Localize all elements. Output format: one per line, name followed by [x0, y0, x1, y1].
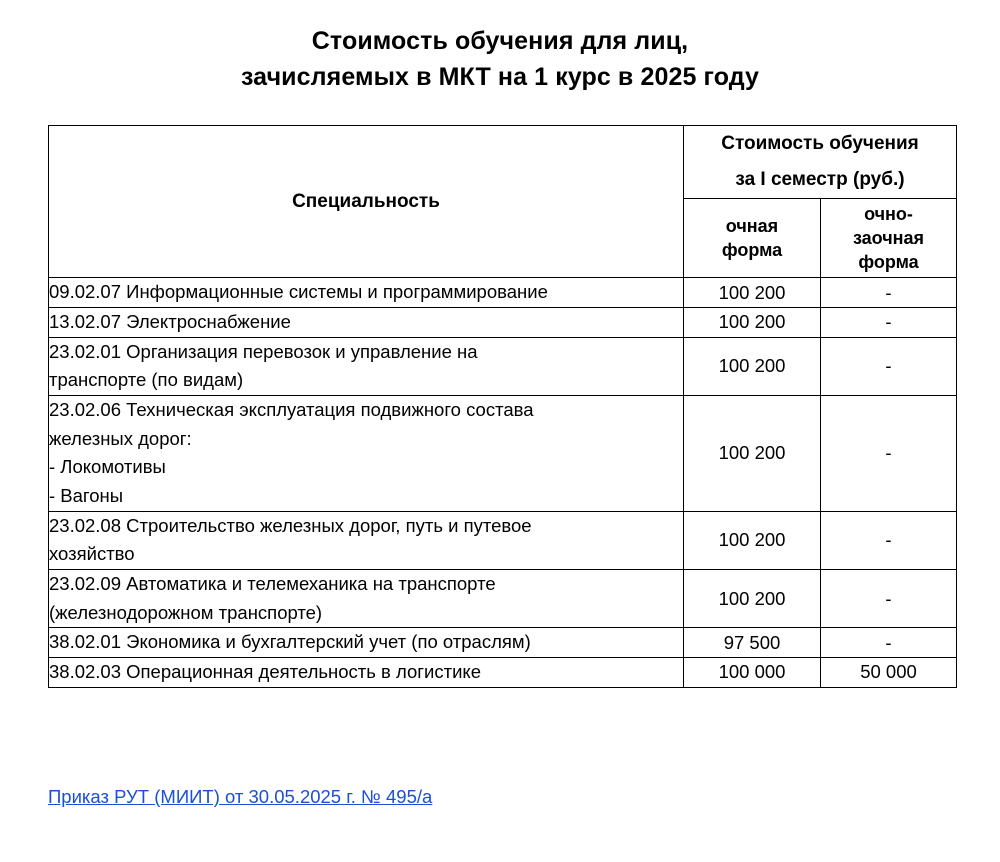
cell-part-time-cost: -	[821, 278, 957, 308]
specialty-line: - Локомотивы	[49, 456, 166, 478]
cell-full-time-cost: 100 200	[684, 337, 821, 395]
table-row	[49, 395, 957, 511]
specialty-line: транспорте (по видам)	[49, 369, 244, 391]
column-header-cost-line-2: за I семестр (руб.)	[735, 169, 905, 191]
cell-specialty	[49, 569, 684, 627]
cell-part-time-cost: -	[821, 511, 957, 569]
specialty-line: 23.02.09 Автоматика и телемеханика на транспорте	[49, 572, 496, 594]
cell-specialty	[49, 307, 684, 337]
specialty-line: железных дорог:	[49, 427, 192, 449]
cell-specialty	[49, 337, 684, 395]
column-header-full-time	[684, 199, 821, 278]
tuition-cost-table	[48, 125, 957, 688]
specialty-line: 23.02.06 Техническая эксплуатация подвижного состава	[49, 398, 534, 420]
table-row	[49, 278, 957, 308]
cell-full-time-cost: 100 000	[684, 657, 821, 687]
specialty-line: 38.02.01 Экономика и бухгалтерский учет (по отраслям)	[49, 631, 531, 653]
column-header-part-time	[821, 199, 957, 278]
column-header-part-time-line-3: форма	[858, 252, 919, 273]
page-title	[70, 24, 930, 95]
column-header-cost	[684, 126, 957, 199]
column-header-full-time-line-2: форма	[721, 240, 783, 261]
page-title-line-1: Стоимость обучения для лиц,	[311, 27, 689, 55]
column-header-specialty: Специальность	[49, 126, 684, 278]
table-row	[49, 337, 957, 395]
specialty-line: хозяйство	[49, 543, 135, 565]
cell-part-time-cost: -	[821, 569, 957, 627]
cell-specialty	[49, 395, 684, 511]
cell-full-time-cost: 100 200	[684, 278, 821, 308]
cell-part-time-cost: -	[821, 337, 957, 395]
cell-part-time-cost: -	[821, 307, 957, 337]
cell-part-time-cost: 50 000	[821, 657, 957, 687]
specialty-line: (железнодорожном транспорте)	[49, 601, 323, 623]
specialty-line: 09.02.07 Информационные системы и программирование	[49, 281, 548, 303]
table-row	[49, 307, 957, 337]
table-row	[49, 569, 957, 627]
cell-part-time-cost: -	[821, 395, 957, 511]
cell-full-time-cost: 100 200	[684, 307, 821, 337]
cell-full-time-cost: 100 200	[684, 395, 821, 511]
document-page	[0, 24, 1000, 862]
specialty-line: - Вагоны	[49, 484, 124, 506]
cell-full-time-cost: 100 200	[684, 511, 821, 569]
cell-part-time-cost: -	[821, 628, 957, 658]
column-header-part-time-line-1: очно-	[864, 203, 913, 224]
column-header-cost-line-1: Стоимость обучения	[721, 133, 919, 154]
cell-full-time-cost: 100 200	[684, 569, 821, 627]
cell-specialty	[49, 278, 684, 308]
table-row	[49, 628, 957, 658]
order-document-link[interactable]: Приказ РУТ (МИИТ) от 30.05.2025 г. № 495/а	[48, 786, 433, 807]
specialty-line: 23.02.01 Организация перевозок и управление на	[49, 340, 478, 362]
specialty-line: 38.02.03 Операционная деятельность в логистике	[49, 660, 481, 682]
cell-specialty	[49, 511, 684, 569]
cell-full-time-cost: 97 500	[684, 628, 821, 658]
page-title-line-2: зачисляемых в МКТ на 1 курс в 2025 году	[240, 62, 760, 91]
column-header-part-time-line-2: заочная	[852, 228, 925, 249]
cell-specialty	[49, 628, 684, 658]
specialty-line: 13.02.07 Электроснабжение	[49, 310, 291, 332]
column-header-full-time-line-1: очная	[725, 215, 779, 236]
table-row	[49, 657, 957, 687]
table-row	[49, 511, 957, 569]
table-header-row-1	[49, 126, 957, 199]
specialty-line: 23.02.08 Строительство железных дорог, путь и путевое	[49, 514, 532, 536]
cell-specialty	[49, 657, 684, 687]
